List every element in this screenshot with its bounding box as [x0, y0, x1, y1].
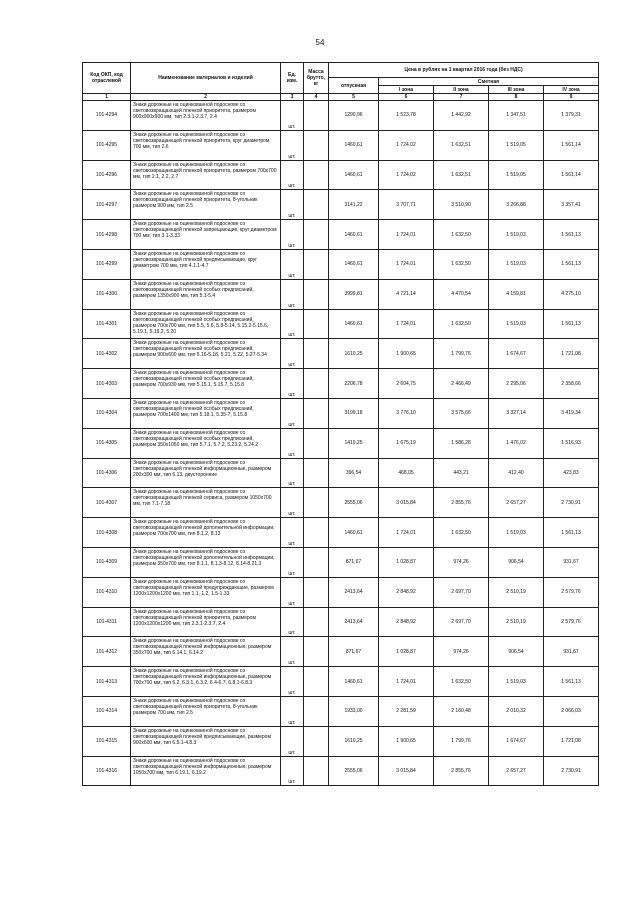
- zone-4-price: 931,67: [544, 637, 599, 667]
- zone-4-price: 1 561,13: [544, 249, 599, 279]
- zone-1-price: 2 848,92: [379, 607, 434, 637]
- table-row: [83, 190, 599, 220]
- item-mass: [304, 160, 329, 190]
- item-mass: [304, 279, 329, 309]
- zone-3-price: 1 519,03: [489, 667, 544, 697]
- zone-4-price: 931,67: [544, 547, 599, 577]
- zone-1-price: 1 724,01: [379, 667, 434, 697]
- table-row: [83, 160, 599, 190]
- zone-3-price: 2 510,19: [489, 607, 544, 637]
- item-mass: [304, 458, 329, 488]
- release-price: 2413,64: [329, 607, 379, 637]
- zone-4-price: 2 579,76: [544, 577, 599, 607]
- release-price: 1460,61: [329, 249, 379, 279]
- item-mass: [304, 369, 329, 399]
- table-row: [83, 398, 599, 428]
- item-name: Знаки дорожные на оцинкованной подоснове со световозвращающей пленкой информационные, размером 1050х700 мм, тип 6.19.1, 6.19.2: [131, 756, 281, 786]
- item-name: Знаки дорожные на оцинкованной подоснове со световозвращающей пленкой особых предписаний, размером 700х1400 мм, тип 5.18.1, 5.35-7, 5.15.8: [131, 398, 281, 428]
- zone-1-price: 1 523,78: [379, 101, 434, 131]
- item-name: Знаки дорожные на оцинкованной подоснове со световозвращающей пленкой приоритета, размером 900х900х900 мм, тип 2.3.1-2.3.7, 2.4: [131, 101, 281, 131]
- zone-2-price: 1 799,76: [434, 726, 489, 756]
- zone-1-price: 1 724,02: [379, 130, 434, 160]
- zone-3-price: 2 295,06: [489, 369, 544, 399]
- release-price: 2555,06: [329, 488, 379, 518]
- zone-2-price: 2 855,76: [434, 488, 489, 518]
- zone-3-price: 2 510,19: [489, 577, 544, 607]
- zone-1-price: 2 848,92: [379, 577, 434, 607]
- item-name: Знаки дорожные на оцинкованной подоснове со световозвращающей пленкой информационные, размером 200х300 мм, тип 6.13, двусторонние: [131, 458, 281, 488]
- item-code: 101-4302: [83, 339, 131, 369]
- zone-4-price: 2 730,91: [544, 756, 599, 786]
- release-price: 1460,61: [329, 130, 379, 160]
- item-unit: шт.: [281, 309, 304, 339]
- table-row: [83, 339, 599, 369]
- zone-2-price: 2 697,70: [434, 577, 489, 607]
- zone-3-price: 2 657,27: [489, 488, 544, 518]
- item-mass: [304, 398, 329, 428]
- column-number: 2: [131, 94, 281, 101]
- zone-4-price: 1 721,08: [544, 339, 599, 369]
- zone-2-price: 974,26: [434, 637, 489, 667]
- table-row: [83, 756, 599, 786]
- zone-1-price: 4 721,14: [379, 279, 434, 309]
- zone-3-price: 3 327,14: [489, 398, 544, 428]
- header-name: Наименование материалов и изделий: [131, 63, 281, 94]
- zone-3-price: 2 010,32: [489, 696, 544, 726]
- table-row: [83, 101, 599, 131]
- item-name: Знаки дорожные на оцинкованной подоснове со световозвращающей пленкой информационные, размером 700х700 мм, тип 6.2, 6.3.1, 6.3.2, 6.4-6.7, 6.8.1-6.8.3: [131, 667, 281, 697]
- table-row: [83, 220, 599, 250]
- item-name: Знаки дорожные на оцинкованной подоснове со световозвращающей пленкой дополнительной информации, размером 700х700 мм, тип 8.1.2, 8.13: [131, 518, 281, 548]
- item-mass: [304, 309, 329, 339]
- column-number: 1: [83, 94, 131, 101]
- header-zone-4: IV зона: [544, 86, 599, 94]
- item-unit: шт.: [281, 369, 304, 399]
- table-row: [83, 428, 599, 458]
- zone-1-price: 1 900,65: [379, 339, 434, 369]
- zone-3-price: 1 519,03: [489, 309, 544, 339]
- item-name: Знаки дорожные на оцинкованной подоснове со световозвращающей пленкой приоритета, размером 700х700 мм, тип 2.1, 2.2, 2.7: [131, 160, 281, 190]
- item-code: 101-4304: [83, 398, 131, 428]
- table-row: [83, 547, 599, 577]
- item-mass: [304, 428, 329, 458]
- item-unit: шт.: [281, 101, 304, 131]
- header-code: Код ОКП, код отраслевой: [83, 63, 131, 94]
- item-code: 101-4308: [83, 518, 131, 548]
- item-mass: [304, 607, 329, 637]
- zone-4-price: 1 721,08: [544, 726, 599, 756]
- table-row: [83, 130, 599, 160]
- item-unit: шт.: [281, 756, 304, 786]
- zone-1-price: 2 281,59: [379, 696, 434, 726]
- release-price: 1460,61: [329, 220, 379, 250]
- item-name: Знаки дорожные на оцинкованной подоснове со световозвращающей пленкой особых предписаний, размером 1350х900 мм, тип 5.1-5.4: [131, 279, 281, 309]
- table-row: [83, 637, 599, 667]
- zone-4-price: 1 561,13: [544, 309, 599, 339]
- item-code: 101-4312: [83, 637, 131, 667]
- zone-3-price: 1 674,67: [489, 339, 544, 369]
- item-code: 101-4307: [83, 488, 131, 518]
- zone-1-price: 1 028,87: [379, 547, 434, 577]
- item-unit: шт.: [281, 726, 304, 756]
- item-code: 101-4299: [83, 249, 131, 279]
- item-mass: [304, 637, 329, 667]
- price-table: [82, 62, 599, 786]
- zone-4-price: 423,83: [544, 458, 599, 488]
- table-row: [83, 279, 599, 309]
- item-unit: шт.: [281, 607, 304, 637]
- zone-2-price: 4 470,54: [434, 279, 489, 309]
- release-price: 1933,00: [329, 696, 379, 726]
- item-code: 101-4309: [83, 547, 131, 577]
- release-price: 1610,25: [329, 339, 379, 369]
- table-row: [83, 309, 599, 339]
- item-code: 101-4298: [83, 220, 131, 250]
- item-code: 101-4310: [83, 577, 131, 607]
- zone-2-price: 1 632,50: [434, 518, 489, 548]
- item-code: 101-4300: [83, 279, 131, 309]
- table-row: [83, 696, 599, 726]
- zone-4-price: 1 379,31: [544, 101, 599, 131]
- item-unit: шт.: [281, 428, 304, 458]
- zone-4-price: 4 275,10: [544, 279, 599, 309]
- item-code: 101-4315: [83, 726, 131, 756]
- item-code: 101-4313: [83, 667, 131, 697]
- item-unit: шт.: [281, 577, 304, 607]
- table-row: [83, 488, 599, 518]
- zone-1-price: 3 776,10: [379, 398, 434, 428]
- zone-2-price: 1 632,50: [434, 667, 489, 697]
- item-name: Знаки дорожные на оцинкованной подоснове со световозвращающей пленкой особых предписаний, размером 900х600 мм, тип 5.16-5.18, 5.21, 5.22, 5.27-5.34: [131, 339, 281, 369]
- item-name: Знаки дорожные на оцинкованной подоснове со световозвращающей пленкой приоритета, размером 1200х1200х1200 мм, тип 2.3.1-2.3.7, 2.4: [131, 607, 281, 637]
- zone-1-price: 3 707,71: [379, 190, 434, 220]
- zone-4-price: 3 419,34: [544, 398, 599, 428]
- item-mass: [304, 577, 329, 607]
- zone-4-price: 1 561,14: [544, 160, 599, 190]
- zone-1-price: 1 724,01: [379, 249, 434, 279]
- zone-1-price: 1 675,19: [379, 428, 434, 458]
- item-mass: [304, 726, 329, 756]
- column-number: 7: [434, 94, 489, 101]
- zone-2-price: 2 160,48: [434, 696, 489, 726]
- table-row: [83, 518, 599, 548]
- zone-2-price: 3 575,66: [434, 398, 489, 428]
- item-code: 101-4311: [83, 607, 131, 637]
- item-mass: [304, 696, 329, 726]
- item-name: Знаки дорожные на оцинкованной подоснове со световозвращающей пленкой особых предписаний, размером 350х1050 мм, тип 5.7.1, 5.7.2, 5.23.2, 5.24.2: [131, 428, 281, 458]
- zone-4-price: 2 730,91: [544, 488, 599, 518]
- zone-4-price: 3 357,41: [544, 190, 599, 220]
- item-name: Знаки дорожные на оцинкованной подоснове со световозвращающей пленкой предписывающие, круг диаметром 700 мм, тип 4.1.1-4.7: [131, 249, 281, 279]
- zone-3-price: 2 657,27: [489, 756, 544, 786]
- release-price: 1610,25: [329, 726, 379, 756]
- item-mass: [304, 488, 329, 518]
- zone-1-price: 1 724,01: [379, 309, 434, 339]
- item-mass: [304, 101, 329, 131]
- zone-1-price: 2 604,75: [379, 369, 434, 399]
- release-price: 3141,22: [329, 190, 379, 220]
- item-code: 101-4301: [83, 309, 131, 339]
- item-unit: шт.: [281, 488, 304, 518]
- header-release: отпускная: [329, 78, 379, 94]
- header-estimate: Сметная: [379, 78, 599, 86]
- table-row: [83, 577, 599, 607]
- zone-3-price: 1 674,67: [489, 726, 544, 756]
- table-row: [83, 607, 599, 637]
- zone-4-price: 1 561,14: [544, 130, 599, 160]
- zone-2-price: 1 586,28: [434, 428, 489, 458]
- item-name: Знаки дорожные на оцинкованной подоснове со световозвращающей пленкой информационные, размером 350х700 мм, тип 6.14.1, 6.14.2: [131, 637, 281, 667]
- zone-1-price: 1 724,01: [379, 220, 434, 250]
- release-price: 3999,81: [329, 279, 379, 309]
- item-mass: [304, 190, 329, 220]
- zone-2-price: 1 632,50: [434, 249, 489, 279]
- zone-3-price: 3 266,88: [489, 190, 544, 220]
- column-number-row: [83, 94, 599, 101]
- item-code: 101-4296: [83, 160, 131, 190]
- zone-4-price: 2 579,76: [544, 607, 599, 637]
- release-price: 2413,64: [329, 577, 379, 607]
- zone-2-price: 1 442,92: [434, 101, 489, 131]
- zone-1-price: 1 724,01: [379, 518, 434, 548]
- item-unit: шт.: [281, 696, 304, 726]
- table-row: [83, 369, 599, 399]
- header-zone-2: II зона: [434, 86, 489, 94]
- zone-1-price: 468,05: [379, 458, 434, 488]
- zone-3-price: 412,40: [489, 458, 544, 488]
- release-price: 871,67: [329, 547, 379, 577]
- item-mass: [304, 547, 329, 577]
- column-number: 8: [489, 94, 544, 101]
- item-unit: шт.: [281, 130, 304, 160]
- zone-4-price: 1 561,13: [544, 667, 599, 697]
- item-name: Знаки дорожные на оцинкованной подоснове со световозвращающей пленкой особых предписаний, размером 700х700 мм, тип 5.5, 5.6, 5.8-5.14, 5.15.2-5.15.6, 5.19.1, 5.19.2, 5.20: [131, 309, 281, 339]
- item-unit: шт.: [281, 279, 304, 309]
- table-row: [83, 726, 599, 756]
- item-mass: [304, 249, 329, 279]
- release-price: 2555,06: [329, 756, 379, 786]
- column-number: 4: [304, 94, 329, 101]
- item-name: Знаки дорожные на оцинкованной подоснове со световозвращающей пленкой приоритета, 8-угольник размером 700 мм, тип 2.5: [131, 696, 281, 726]
- item-name: Знаки дорожные на оцинкованной подоснове со световозвращающей пленкой запрещающие, круг диаметром 700 мм, тип 3.1-3.33: [131, 220, 281, 250]
- page-number: 54: [315, 38, 325, 47]
- zone-4-price: 2 358,66: [544, 369, 599, 399]
- zone-2-price: 1 632,50: [434, 220, 489, 250]
- zone-2-price: 1 632,51: [434, 160, 489, 190]
- zone-3-price: 1 476,02: [489, 428, 544, 458]
- item-unit: шт.: [281, 398, 304, 428]
- item-unit: шт.: [281, 547, 304, 577]
- zone-4-price: 1 516,93: [544, 428, 599, 458]
- column-number: 9: [544, 94, 599, 101]
- table-row: [83, 458, 599, 488]
- item-code: 101-4306: [83, 458, 131, 488]
- zone-1-price: 3 015,84: [379, 756, 434, 786]
- release-price: 1290,96: [329, 101, 379, 131]
- zone-4-price: 1 561,13: [544, 518, 599, 548]
- item-code: 101-4305: [83, 428, 131, 458]
- item-name: Знаки дорожные на оцинкованной подоснове со световозвращающей пленкой приоритета, круг диаметром 700 мм, тип 2.6: [131, 130, 281, 160]
- item-name: Знаки дорожные на оцинкованной подоснове со световозвращающей пленкой предупреждающие, размером 1200х1200х1200 мм, тип 1.1, 1.2, 1.5-1.33: [131, 577, 281, 607]
- item-unit: шт.: [281, 458, 304, 488]
- zone-3-price: 1 519,03: [489, 518, 544, 548]
- table-row: [83, 249, 599, 279]
- zone-3-price: 1 519,03: [489, 249, 544, 279]
- item-mass: [304, 518, 329, 548]
- zone-1-price: 1 724,02: [379, 160, 434, 190]
- item-code: 101-4314: [83, 696, 131, 726]
- column-number: 5: [329, 94, 379, 101]
- item-mass: [304, 667, 329, 697]
- release-price: 1419,25: [329, 428, 379, 458]
- zone-1-price: 3 015,84: [379, 488, 434, 518]
- item-unit: шт.: [281, 220, 304, 250]
- item-unit: шт.: [281, 160, 304, 190]
- zone-2-price: 2 697,70: [434, 607, 489, 637]
- zone-2-price: 2 855,76: [434, 756, 489, 786]
- item-unit: шт.: [281, 637, 304, 667]
- header-zone-1: I зона: [379, 86, 434, 94]
- release-price: 1460,61: [329, 667, 379, 697]
- item-code: 101-4294: [83, 101, 131, 131]
- header-unit: Ед. изм.: [281, 63, 304, 94]
- zone-3-price: 1 519,03: [489, 220, 544, 250]
- item-code: 101-4316: [83, 756, 131, 786]
- release-price: 1460,61: [329, 160, 379, 190]
- header-price-group: Цена в рублях на 1 квартал 2016 года (без НДС): [329, 63, 599, 78]
- header-mass: Масса брутто, кг: [304, 63, 329, 94]
- item-code: 101-4297: [83, 190, 131, 220]
- column-number: 6: [379, 94, 434, 101]
- zone-2-price: 1 632,51: [434, 130, 489, 160]
- zone-4-price: 1 561,13: [544, 220, 599, 250]
- release-price: 396,54: [329, 458, 379, 488]
- item-mass: [304, 756, 329, 786]
- zone-2-price: 3 510,90: [434, 190, 489, 220]
- zone-3-price: 1 347,51: [489, 101, 544, 131]
- item-name: Знаки дорожные на оцинкованной подоснове со световозвращающей пленкой особых предписаний, размером 700х930 мм, тип 5.15.1, 5.15.7, 5.15.8: [131, 369, 281, 399]
- zone-1-price: 1 028,87: [379, 637, 434, 667]
- item-unit: шт.: [281, 249, 304, 279]
- zone-3-price: 1 519,05: [489, 160, 544, 190]
- item-name: Знаки дорожные на оцинкованной подоснове со световозвращающей пленкой предписывающие, размером 900х600 мм, тип 6.5.1-4.8.3: [131, 726, 281, 756]
- item-mass: [304, 339, 329, 369]
- item-unit: шт.: [281, 667, 304, 697]
- release-price: 871,67: [329, 637, 379, 667]
- zone-1-price: 1 900,65: [379, 726, 434, 756]
- zone-3-price: 906,54: [489, 637, 544, 667]
- item-unit: шт.: [281, 339, 304, 369]
- item-mass: [304, 220, 329, 250]
- release-price: 1460,61: [329, 518, 379, 548]
- zone-2-price: 1 632,50: [434, 309, 489, 339]
- zone-2-price: 974,26: [434, 547, 489, 577]
- item-name: Знаки дорожные на оцинкованной подоснове со световозвращающей пленкой дополнительной информации, размером 350х700 мм, тип 8.1.1, 8.1.3-8.12, 8.14-8.21.3: [131, 547, 281, 577]
- zone-2-price: 2 466,49: [434, 369, 489, 399]
- column-number: 3: [281, 94, 304, 101]
- zone-2-price: 1 799,76: [434, 339, 489, 369]
- zone-3-price: 906,54: [489, 547, 544, 577]
- item-unit: шт.: [281, 518, 304, 548]
- header-zone-3: III зона: [489, 86, 544, 94]
- table-body: [83, 101, 599, 786]
- zone-2-price: 443,21: [434, 458, 489, 488]
- item-code: 101-4295: [83, 130, 131, 160]
- release-price: 3199,18: [329, 398, 379, 428]
- item-code: 101-4303: [83, 369, 131, 399]
- release-price: 1460,61: [329, 309, 379, 339]
- item-unit: шт.: [281, 190, 304, 220]
- zone-4-price: 2 066,03: [544, 696, 599, 726]
- release-price: 2206,78: [329, 369, 379, 399]
- zone-3-price: 4 159,81: [489, 279, 544, 309]
- zone-3-price: 1 519,05: [489, 130, 544, 160]
- item-name: Знаки дорожные на оцинкованной подоснове со световозвращающей пленкой приоритета, 8-угольник размером 900 мм, тип 2.5: [131, 190, 281, 220]
- table-row: [83, 667, 599, 697]
- item-name: Знаки дорожные на оцинкованной подоснове со световозвращающей пленкой сервиса, размером 1050х700 мм, тип 7.1-7.18: [131, 488, 281, 518]
- item-mass: [304, 130, 329, 160]
